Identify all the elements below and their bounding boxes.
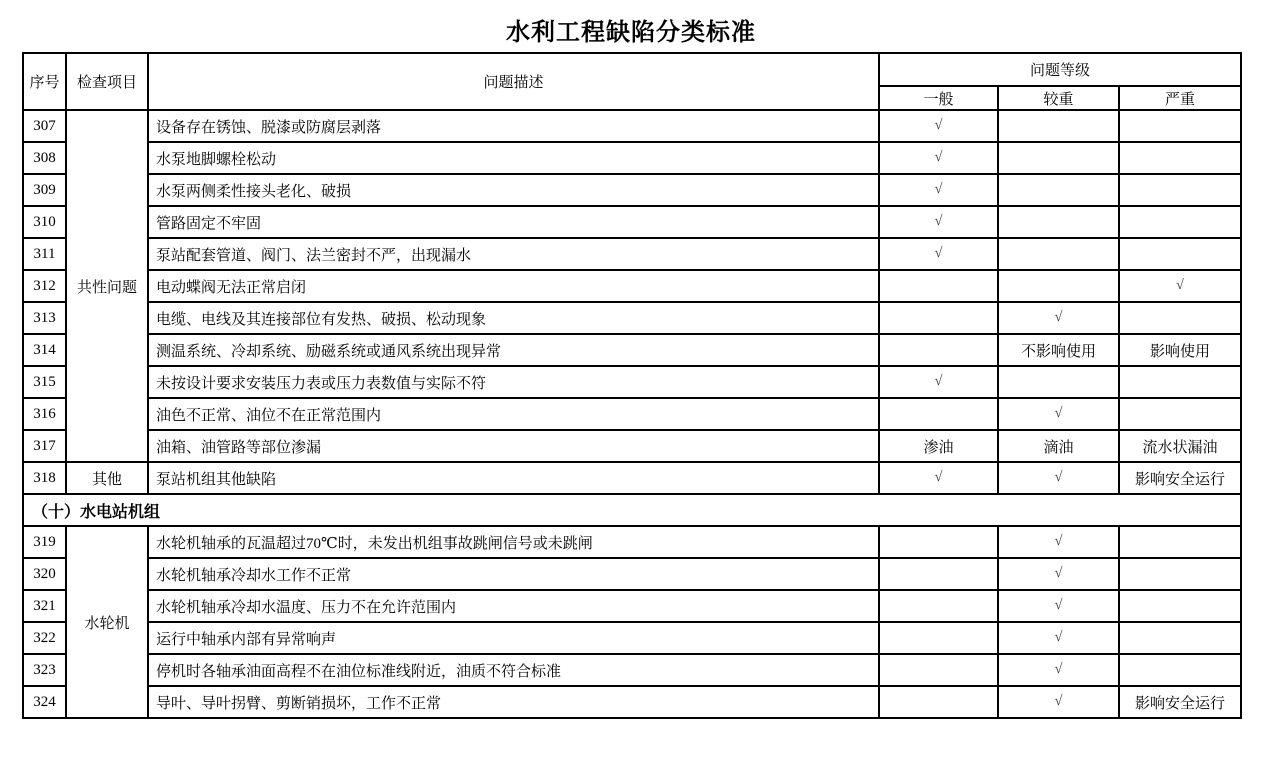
level-general-cell [879, 590, 998, 622]
description-cell: 运行中轴承内部有异常响声 [148, 622, 879, 654]
level-general-cell [879, 270, 998, 302]
level-moderate-cell: √ [998, 654, 1119, 686]
level-moderate-cell: 不影响使用 [998, 334, 1119, 366]
level-severe-cell [1119, 366, 1241, 398]
level-severe-cell [1119, 398, 1241, 430]
level-severe-cell [1119, 238, 1241, 270]
header-level-moderate: 较重 [998, 86, 1119, 110]
table-row [23, 526, 1241, 558]
level-severe-cell [1119, 526, 1241, 558]
level-severe-cell: √ [1119, 270, 1241, 302]
serial-cell: 308 [23, 142, 66, 174]
level-general-cell [879, 398, 998, 430]
description-cell: 泵站机组其他缺陷 [148, 462, 879, 494]
serial-cell: 311 [23, 238, 66, 270]
description-cell: 水轮机轴承冷却水温度、压力不在允许范围内 [148, 590, 879, 622]
description-cell: 水泵两侧柔性接头老化、破损 [148, 174, 879, 206]
level-moderate-cell [998, 270, 1119, 302]
level-severe-cell [1119, 622, 1241, 654]
table-row [23, 206, 1241, 238]
inspection-item-cell: 其他 [66, 462, 148, 494]
level-moderate-cell: √ [998, 622, 1119, 654]
defect-classification-table [22, 52, 1242, 719]
level-severe-cell: 影响安全运行 [1119, 686, 1241, 718]
table-row [23, 110, 1241, 142]
table-row [23, 302, 1241, 334]
table-row [23, 558, 1241, 590]
level-moderate-cell [998, 174, 1119, 206]
description-cell: 水轮机轴承冷却水工作不正常 [148, 558, 879, 590]
serial-cell: 310 [23, 206, 66, 238]
level-general-cell [879, 334, 998, 366]
serial-cell: 312 [23, 270, 66, 302]
table-row [23, 238, 1241, 270]
level-severe-cell [1119, 590, 1241, 622]
section-header: （十）水电站机组 [23, 494, 1241, 526]
serial-cell: 321 [23, 590, 66, 622]
description-cell: 导叶、导叶拐臂、剪断销损坏，工作不正常 [148, 686, 879, 718]
header-inspection-item: 检查项目 [66, 53, 148, 110]
level-moderate-cell [998, 142, 1119, 174]
serial-cell: 317 [23, 430, 66, 462]
level-moderate-cell [998, 366, 1119, 398]
inspection-item-cell: 共性问题 [66, 110, 148, 462]
level-general-cell: √ [879, 366, 998, 398]
level-general-cell [879, 302, 998, 334]
level-severe-cell [1119, 654, 1241, 686]
level-moderate-cell: √ [998, 558, 1119, 590]
header-row-top [23, 53, 1241, 86]
header-level-general: 一般 [879, 86, 998, 110]
serial-cell: 309 [23, 174, 66, 206]
section-header-row [23, 494, 1241, 526]
level-severe-cell [1119, 302, 1241, 334]
table-row [23, 366, 1241, 398]
level-general-cell: √ [879, 238, 998, 270]
description-cell: 电缆、电线及其连接部位有发热、破损、松动现象 [148, 302, 879, 334]
level-general-cell [879, 654, 998, 686]
level-moderate-cell: √ [998, 686, 1119, 718]
level-moderate-cell: √ [998, 462, 1119, 494]
level-general-cell [879, 558, 998, 590]
level-severe-cell [1119, 174, 1241, 206]
table-row [23, 174, 1241, 206]
table-row [23, 334, 1241, 366]
level-general-cell: √ [879, 142, 998, 174]
description-cell: 测温系统、冷却系统、励磁系统或通风系统出现异常 [148, 334, 879, 366]
description-cell: 水泵地脚螺栓松动 [148, 142, 879, 174]
serial-cell: 314 [23, 334, 66, 366]
level-general-cell [879, 526, 998, 558]
level-general-cell: 渗油 [879, 430, 998, 462]
description-cell: 未按设计要求安装压力表或压力表数值与实际不符 [148, 366, 879, 398]
level-general-cell [879, 622, 998, 654]
table-row [23, 654, 1241, 686]
level-general-cell: √ [879, 206, 998, 238]
level-moderate-cell [998, 206, 1119, 238]
table-header [23, 53, 1241, 110]
description-cell: 管路固定不牢固 [148, 206, 879, 238]
serial-cell: 322 [23, 622, 66, 654]
serial-cell: 324 [23, 686, 66, 718]
table-row [23, 142, 1241, 174]
table-row [23, 462, 1241, 494]
level-general-cell: √ [879, 174, 998, 206]
description-cell: 水轮机轴承的瓦温超过70℃时，未发出机组事故跳闸信号或未跳闸 [148, 526, 879, 558]
table-body [23, 110, 1241, 718]
header-serial: 序号 [23, 53, 66, 110]
level-severe-cell [1119, 142, 1241, 174]
level-severe-cell [1119, 206, 1241, 238]
level-severe-cell: 流水状漏油 [1119, 430, 1241, 462]
table-row [23, 430, 1241, 462]
table-row [23, 686, 1241, 718]
serial-cell: 313 [23, 302, 66, 334]
serial-cell: 320 [23, 558, 66, 590]
serial-cell: 316 [23, 398, 66, 430]
header-level-group: 问题等级 [879, 53, 1241, 86]
level-severe-cell [1119, 558, 1241, 590]
table-row [23, 270, 1241, 302]
description-cell: 泵站配套管道、阀门、法兰密封不严，出现漏水 [148, 238, 879, 270]
serial-cell: 315 [23, 366, 66, 398]
header-description: 问题描述 [148, 53, 879, 110]
serial-cell: 323 [23, 654, 66, 686]
description-cell: 油色不正常、油位不在正常范围内 [148, 398, 879, 430]
level-general-cell [879, 686, 998, 718]
level-moderate-cell: √ [998, 590, 1119, 622]
page-title: 水利工程缺陷分类标准 [506, 19, 756, 46]
serial-cell: 318 [23, 462, 66, 494]
serial-cell: 319 [23, 526, 66, 558]
level-severe-cell [1119, 110, 1241, 142]
header-level-severe: 严重 [1119, 86, 1241, 110]
level-moderate-cell [998, 238, 1119, 270]
level-moderate-cell: √ [998, 526, 1119, 558]
serial-cell: 307 [23, 110, 66, 142]
level-moderate-cell: √ [998, 398, 1119, 430]
level-moderate-cell: √ [998, 302, 1119, 334]
level-moderate-cell [998, 110, 1119, 142]
table-row [23, 622, 1241, 654]
table-row [23, 590, 1241, 622]
table-row [23, 398, 1241, 430]
description-cell: 电动蝶阀无法正常启闭 [148, 270, 879, 302]
level-severe-cell: 影响安全运行 [1119, 462, 1241, 494]
level-severe-cell: 影响使用 [1119, 334, 1241, 366]
level-moderate-cell: 滴油 [998, 430, 1119, 462]
description-cell: 设备存在锈蚀、脱漆或防腐层剥落 [148, 110, 879, 142]
level-general-cell: √ [879, 462, 998, 494]
description-cell: 油箱、油管路等部位渗漏 [148, 430, 879, 462]
inspection-item-cell: 水轮机 [66, 526, 148, 718]
description-cell: 停机时各轴承油面高程不在油位标准线附近，油质不符合标准 [148, 654, 879, 686]
level-general-cell: √ [879, 110, 998, 142]
